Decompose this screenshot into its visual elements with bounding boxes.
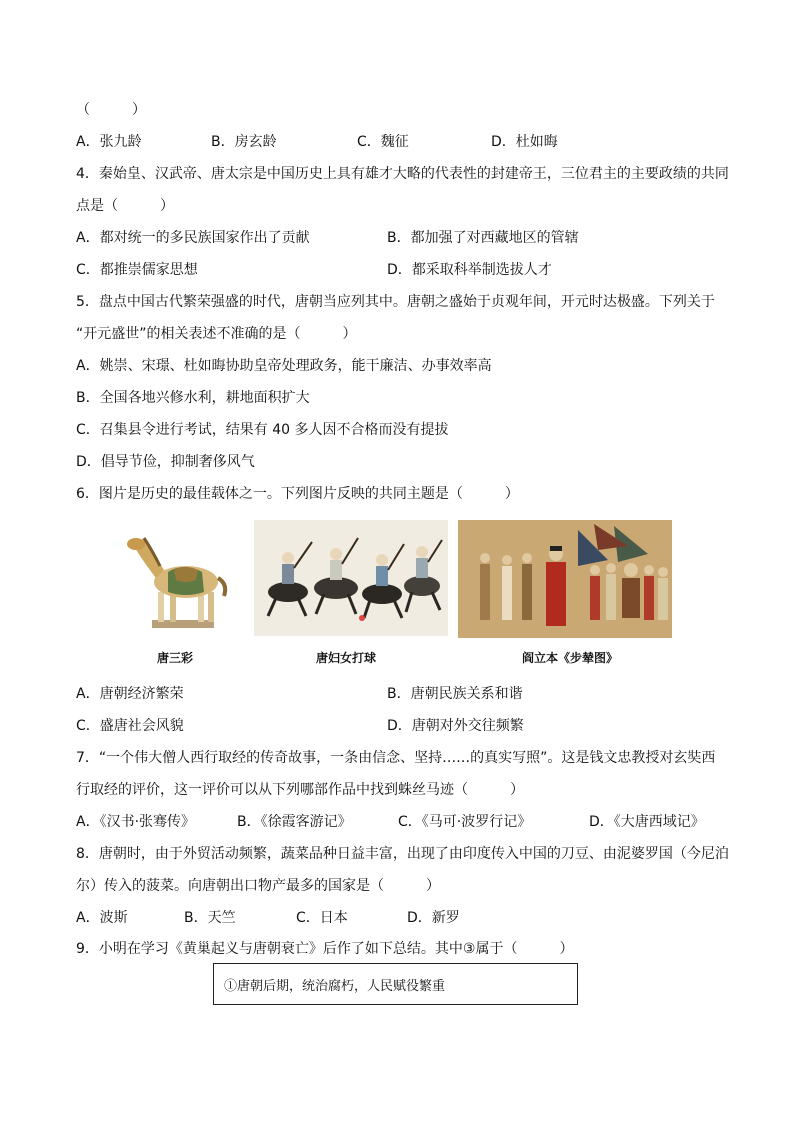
- q6-option-b[interactable]: B．唐朝民族关系和谐: [387, 686, 523, 702]
- q8-option-a[interactable]: A．波斯: [76, 910, 128, 926]
- q7-option-b[interactable]: B．《徐霞客游记》: [237, 814, 352, 830]
- q3-option-d[interactable]: D．杜如晦: [491, 134, 558, 150]
- q4-stem-line1: 4．秦始皇、汉武帝、唐太宗是中国历史上具有雄才大略的代表性的封建帝王，三位君主的主要政绩的共同: [76, 166, 729, 182]
- q6-option-d[interactable]: D．唐朝对外交往频繁: [387, 718, 524, 734]
- horse-figure-icon: [118, 520, 236, 638]
- tang-polo-image: [254, 520, 448, 636]
- tang-sancai-image: [118, 520, 236, 638]
- bunian-tu-image: [458, 520, 672, 638]
- q5-option-c[interactable]: C．召集县令进行考试，结果有 40 多人因不合格而没有提拔: [76, 422, 449, 438]
- q4-stem-line2: 点是（ ）: [76, 198, 174, 214]
- polo-riders-icon: [254, 520, 448, 636]
- q7-option-a[interactable]: A．《汉书·张骞传》: [76, 814, 196, 830]
- q8-option-d[interactable]: D．新罗: [407, 910, 460, 926]
- caption-tang-polo: 唐妇女打球: [316, 651, 377, 665]
- caption-tang-sancai: 唐三彩: [157, 651, 194, 665]
- q3-option-c[interactable]: C．魏征: [357, 134, 409, 150]
- q5-option-b[interactable]: B．全国各地兴修水利，耕地面积扩大: [76, 390, 310, 406]
- q8-stem-line1: 8．唐朝时，由于外贸活动频繁，蔬菜品种日益丰富，出现了由印度传入中国的刀豆、由泥婆罗国（今尼泊: [76, 846, 729, 862]
- q8-stem-line2: 尔）传入的菠菜。向唐朝出口物产最多的国家是（ ）: [76, 878, 440, 894]
- q9-stem: 9．小明在学习《黄巢起义与唐朝衰亡》后作了如下总结。其中③属于（ ）: [76, 941, 574, 957]
- q3-paren: （ ）: [76, 102, 146, 118]
- q8-option-c[interactable]: C．日本: [296, 910, 348, 926]
- q7-stem-line2: 行取经的评价，这一评价可以从下列哪部作品中找到蛛丝马迹（ ）: [76, 782, 524, 798]
- q3-option-a[interactable]: A．张九龄: [76, 134, 142, 150]
- q4-option-a[interactable]: A．都对统一的多民族国家作出了贡献: [76, 230, 310, 246]
- q4-option-d[interactable]: D．都采取科举制选拔人才: [387, 262, 552, 278]
- q6-option-c[interactable]: C．盛唐社会风貌: [76, 718, 184, 734]
- q4-option-b[interactable]: B．都加强了对西藏地区的管辖: [387, 230, 579, 246]
- q5-stem-line1: 5．盘点中国古代繁荣强盛的时代，唐朝当应列其中。唐朝之盛始于贞观年间，开元时达极盛。下列关于: [76, 294, 715, 310]
- court-painting-icon: [458, 520, 672, 638]
- q5-option-d[interactable]: D．倡导节俭，抑制奢侈风气: [76, 454, 255, 470]
- q6-stem: 6．图片是历史的最佳载体之一。下列图片反映的共同主题是（ ）: [76, 486, 519, 502]
- q5-option-a[interactable]: A．姚崇、宋璟、杜如晦协助皇帝处理政务，能干廉洁、办事效率高: [76, 358, 492, 374]
- q5-stem-line2: “开元盛世”的相关表述不准确的是（ ）: [76, 326, 357, 342]
- q7-option-c[interactable]: C．《马可·波罗行记》: [398, 814, 532, 830]
- caption-bunian-tu: 阎立本《步辇图》: [522, 651, 619, 665]
- q3-option-b[interactable]: B．房玄龄: [211, 134, 277, 150]
- q4-option-c[interactable]: C．都推崇儒家思想: [76, 262, 198, 278]
- summary-box: [213, 963, 578, 1005]
- q6-option-a[interactable]: A．唐朝经济繁荣: [76, 686, 184, 702]
- q8-option-b[interactable]: B．天竺: [184, 910, 236, 926]
- summary-item-1: ①唐朝后期，统治腐朽，人民赋役繁重: [224, 979, 446, 994]
- q7-stem-line1: 7．“一个伟大僧人西行取经的传奇故事，一条由信念、坚持……的真实写照”。这是钱文忠教授对玄奘西: [76, 750, 716, 766]
- q7-option-d[interactable]: D．《大唐西域记》: [589, 814, 705, 830]
